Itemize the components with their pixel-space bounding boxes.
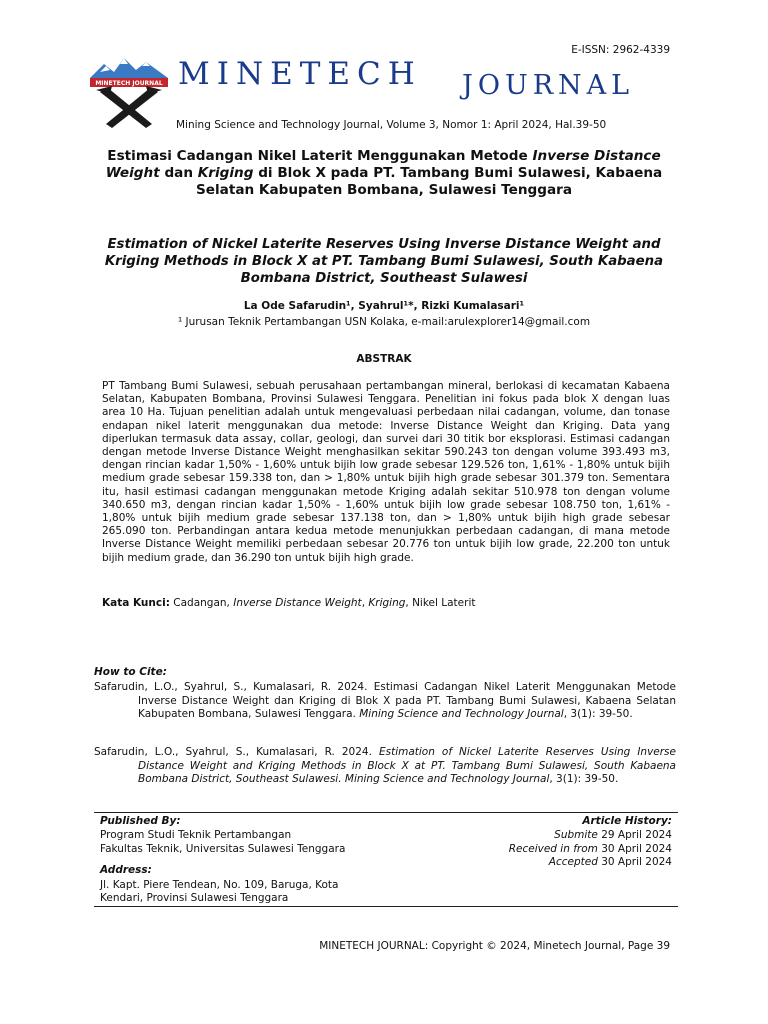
abstract-heading: ABSTRAK	[356, 353, 412, 365]
history-received: Received in from 30 April 2024	[508, 843, 672, 855]
address-line2: Kendari, Provinsi Sulawesi Tenggara	[100, 892, 289, 904]
issn: E-ISSN: 2962-4339	[571, 44, 670, 56]
title-english: Estimation of Nickel Laterite Reserves Using Inverse Distance Weight and Kriging Methods in Block X at PT. Tambang Bumi Sulawesi, South Kabaena Bombana District, Southeast Sulawesi	[104, 237, 664, 286]
affiliation: ¹ Jurusan Teknik Pertambangan USN Kolaka, e-mail:arulexplorer14@gmail.com	[177, 316, 591, 328]
title-indonesian: Estimasi Cadangan Nikel Laterit Menggunakan Metode Inverse Distance Weight dan Kriging di Blok X pada PT. Tambang Bumi Sulawesi, Kabaena Selatan Kabupaten Bombana, Sulawesi Tenggara	[105, 148, 663, 198]
article-history-heading: Article History:	[582, 815, 672, 827]
how-to-cite-heading: How to Cite:	[94, 666, 167, 678]
divider-top	[94, 812, 678, 813]
abstract-body: PT Tambang Bumi Sulawesi, sebuah perusahaan pertambangan mineral, berlokasi di kecamatan Kabaena Selatan, Kabupaten Bombana, Provinsi Sulawesi Tenggara. Penelitian ini fokus pada blok X dengan luas area 10 Ha. Tujuan penelitian adalah untuk mengevaluasi perbedaan nilai cadangan, volume, dan tonase endapan nikel laterit menggunakan dua metode: Inverse Distance Weight dan Kriging. Data yang diperlukan termasuk data assay, collar, geologi, dan survei dari 30 titik bor eksplorasi. Estimasi cadangan dengan metode Inverse Distance Weight menghasilkan sekitar 590.243 ton dengan volume 393.493 m3, dengan rincian kadar 1,50% - 1,60% untuk bijih low grade sebesar 129.526 ton, 1,61% - 1,80% untuk bijih medium grade sebesar 159.338 ton, dan > 1,80% untuk bijih high grade sebesar 301.379 ton. Sementara itu, hasil estimasi cadangan menggunakan metode Kriging adalah sekitar 510.978 ton dengan volume 340.650 m3, dengan rincian kadar 1,50% - 1,60% untuk bijih low grade sebesar 108.750 ton, 1,61% - 1,80% untuk bijih medium grade sebesar 137.138 ton, dan > 1,80% untuk bijih high grade sebesar 265.090 ton. Perbandingan antara kedua metode menunjukkan perbedaan cadangan, di mana metode Inverse Distance Weight memiliki perbedaan sebesar 20.776 ton untuk bijih low grade, 22.200 ton untuk bijih medium grade, dan 36.290 ton untuk bijih high grade.	[102, 380, 670, 564]
history-submitted: Submite 29 April 2024	[554, 829, 672, 841]
published-by-line2: Fakultas Teknik, Universitas Sulawesi Tenggara	[100, 843, 346, 855]
citation-english: Safarudin, L.O., Syahrul, S., Kumalasari, R. 2024. Estimation of Nickel Laterite Reserves Using Inverse Distance Weight and Kriging Methods in Block X at PT. Tambang Bumi Sulawesi, South Kabaena Bombana District, Southeast Sulawesi. Mining Science and Technology Journal, 3(1): 39-50.	[94, 746, 676, 786]
keywords: Kata Kunci: Cadangan, Inverse Distance Weight, Kriging, Nikel Laterit	[102, 597, 476, 609]
address-heading: Address:	[100, 864, 152, 876]
published-by-heading: Published By:	[100, 815, 181, 827]
journal-logo	[86, 52, 172, 130]
journal-brand-sub: JOURNAL	[462, 70, 635, 101]
published-by-line1: Program Studi Teknik Pertambangan	[100, 829, 292, 841]
history-accepted: Accepted 30 April 2024	[548, 856, 672, 868]
journal-info-line: Mining Science and Technology Journal, Volume 3, Nomor 1: April 2024, Hal.39-50	[176, 119, 607, 131]
journal-brand-main: MINETECH	[178, 56, 422, 92]
divider-bottom	[94, 906, 678, 907]
authors: La Ode Safarudin¹, Syahrul¹*, Rizki Kumalasari¹	[243, 300, 525, 312]
address-line1: Jl. Kapt. Piere Tendean, No. 109, Baruga, Kota	[100, 879, 339, 891]
svg-text:MINETECH JOURNAL: MINETECH JOURNAL	[95, 80, 163, 87]
citation-indonesian: Safarudin, L.O., Syahrul, S., Kumalasari, R. 2024. Estimasi Cadangan Nikel Laterit Menggunakan Metode Inverse Distance Weight dan Kriging di Blok X pada PT. Tambang Bumi Sulawesi, Kabaena Selatan Kabupaten Bombana, Sulawesi Tenggara. Mining Science and Technology Journal, 3(1): 39-50.	[94, 681, 676, 721]
page-footer: MINETECH JOURNAL: Copyright © 2024, Minetech Journal, Page 39	[319, 940, 670, 952]
